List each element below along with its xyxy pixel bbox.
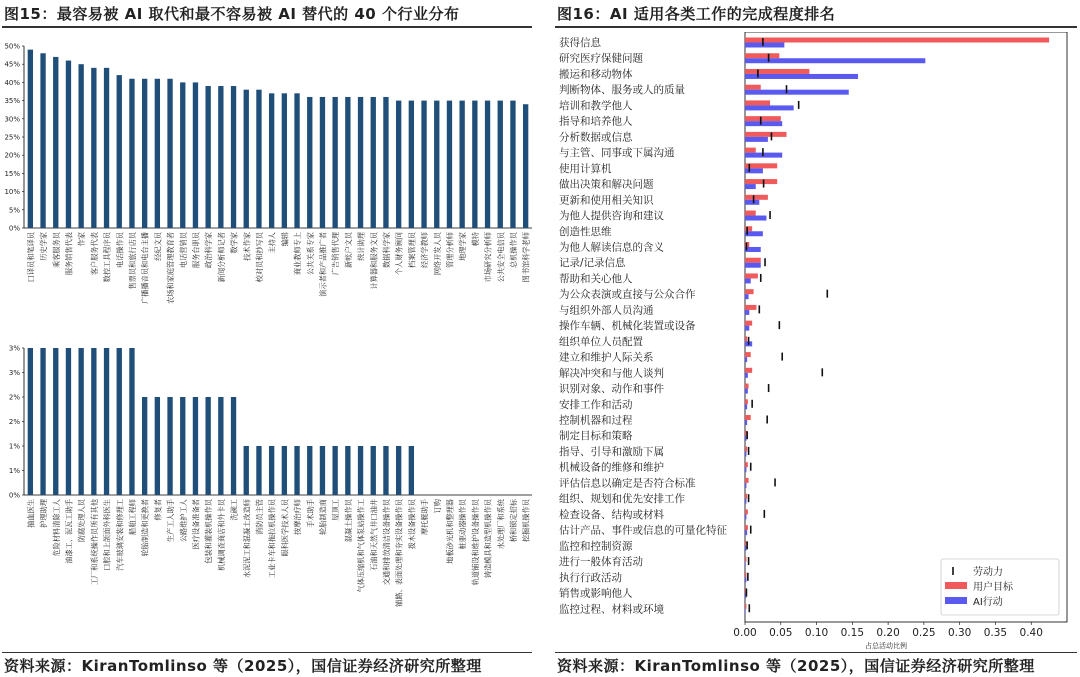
hchart-xtick-label: 0.25 xyxy=(912,627,936,639)
bottom-chart-category-label: 洗碗工 xyxy=(229,499,239,521)
hchart-category-label: 研究医疗保健问题 xyxy=(559,52,643,65)
left-source-rule xyxy=(2,652,532,653)
hchart-category-label: 制定目标和策略 xyxy=(559,430,633,443)
top-chart-bar xyxy=(523,104,528,228)
hchart-category-label: 为公众表演或直接与公众合作 xyxy=(559,288,696,301)
hchart-xtick-label: 0.30 xyxy=(947,627,972,639)
bottom-chart-category-label: 包装和灌装机操作员 xyxy=(204,499,214,564)
bottom-chart-bar xyxy=(28,348,33,495)
bottom-chart-bar xyxy=(371,446,376,495)
bottom-chart-category-label: 交通和排放清洁设备操作员 xyxy=(381,499,391,586)
top-chart-category-label: 网络开发人员 xyxy=(432,232,442,276)
hchart-bar-user-goal xyxy=(745,384,749,389)
hchart-bar-user-goal xyxy=(745,368,752,373)
hchart-category-label: 安排工作和活动 xyxy=(559,398,633,411)
bottom-chart-bar xyxy=(396,446,401,495)
hchart-bar-user-goal xyxy=(745,604,746,609)
hchart-bar-user-goal xyxy=(745,336,747,341)
hchart-bar-ai-action xyxy=(745,530,747,535)
hchart-bar-ai-action xyxy=(745,467,746,472)
hchart-category-label: 指导和培养他人 xyxy=(559,115,633,128)
hchart-bar-ai-action xyxy=(745,294,749,299)
bottom-chart-category-label: 修复者 xyxy=(153,499,163,521)
bottom-chart-category-label: 桥和锁定招标 xyxy=(508,499,518,543)
top-chart-category-label: 主持人 xyxy=(267,232,277,254)
top-chart-category-label: 服务台职员 xyxy=(191,232,201,268)
top-chart-ytick-label: 45% xyxy=(4,60,20,69)
activity-hbar-chart xyxy=(555,32,1077,650)
bottom-chart-category-label: 水处理厂和系统 xyxy=(496,499,506,550)
bottom-chart-category-label: 水泥泥工和混凝土改造师 xyxy=(242,499,252,579)
bottom-chart-category-label: 铺路、表面处理和夯实设备操作员 xyxy=(394,499,404,607)
top-chart-category-label: 广告销售代理 xyxy=(331,232,341,276)
hchart-bar-ai-action xyxy=(745,546,746,551)
hchart-bar-user-goal xyxy=(745,509,748,514)
top-chart-category-label: 农场和家庭管理教育者 xyxy=(166,232,176,304)
top-chart-category-label: 统计助理 xyxy=(356,232,366,261)
bottom-chart-bar xyxy=(383,446,388,495)
top-chart-ytick-label: 30% xyxy=(4,115,20,124)
hchart-bar-ai-action xyxy=(745,404,747,409)
hchart-bar-user-goal xyxy=(745,494,747,499)
bottom-chart-bar xyxy=(282,446,287,495)
hchart-category-label: 进行一般体育活动 xyxy=(559,556,643,569)
bottom-chart-category-label: 危险材料清除工人 xyxy=(51,499,61,557)
top-chart-bar xyxy=(510,101,515,228)
top-chart-bar xyxy=(218,86,223,228)
top-chart-category-label: 广播播音员和电台主播 xyxy=(140,232,150,304)
top-chart-category-label: 服务销售代表 xyxy=(64,232,74,276)
top-chart-bar xyxy=(421,101,426,228)
top-chart-bar xyxy=(447,101,452,228)
top-chart-category-label: 数据科学家 xyxy=(381,232,391,268)
bottom-chart-category-label: 船舶工程师 xyxy=(127,499,137,535)
hchart-bar-ai-action xyxy=(745,357,747,362)
top-bar-chart xyxy=(2,32,534,330)
bottom-chart-category-label: 地板砂光机和整理器 xyxy=(445,499,455,564)
hchart-bar-ai-action xyxy=(745,74,858,79)
bottom-chart-bar xyxy=(307,446,312,495)
bottom-chart-category-label: 手术助手 xyxy=(305,499,315,528)
top-chart-bar xyxy=(409,101,414,228)
bottom-chart-category-label: 眼科医学技术人员 xyxy=(280,499,290,557)
top-chart-ytick-label: 40% xyxy=(4,78,20,87)
top-chart-ytick-label: 10% xyxy=(4,188,20,197)
hchart-category-label: 使用计算机 xyxy=(559,162,612,175)
bottom-chart-category-label: 铸造模具和造型机操作员 xyxy=(483,499,493,579)
hchart-category-label: 识别对象、动作和事件 xyxy=(559,383,664,396)
hchart-category-label: 评估信息以确定是否符合标准 xyxy=(559,477,696,490)
hchart-category-label: 控制机器和过程 xyxy=(559,414,633,427)
bottom-chart-category-label: 机械调查商店和外卡员 xyxy=(216,499,226,571)
top-chart-bar xyxy=(91,68,96,228)
top-chart-bar xyxy=(142,79,147,228)
bottom-chart-category-label: 抽血医生 xyxy=(26,499,36,528)
top-chart-bar xyxy=(28,50,33,228)
left-title-rule xyxy=(2,26,532,28)
top-chart-category-label: 总机操作员 xyxy=(508,232,518,268)
hchart-bar-user-goal xyxy=(745,273,758,278)
hchart-bar-user-goal xyxy=(745,53,779,58)
top-chart-bar xyxy=(231,86,236,228)
bottom-chart-ytick-label: 2% xyxy=(8,393,20,402)
hchart-xaxis-label: 占总活动比例 xyxy=(865,642,907,650)
bottom-chart-bar xyxy=(256,446,261,495)
top-chart-bar xyxy=(66,61,71,228)
hchart-category-label: 与主管、同事或下属沟通 xyxy=(559,147,675,160)
top-chart-category-label: 公共安全电信员 xyxy=(496,232,506,283)
hchart-category-label: 与组织外部人员沟通 xyxy=(559,304,654,317)
bottom-chart-bar xyxy=(294,446,299,495)
hchart-category-label: 机械设备的维修和维护 xyxy=(559,461,664,474)
bottom-chart-category-label: 油漆工、泥瓦工助手 xyxy=(64,499,74,564)
hchart-bar-ai-action xyxy=(745,43,784,48)
hchart-category-label: 帮助和关心他人 xyxy=(559,272,633,285)
hchart-bar-user-goal xyxy=(745,352,751,357)
hchart-bar-ai-action xyxy=(745,326,749,331)
top-chart-bar xyxy=(244,90,249,228)
top-chart-category-label: 新闻分析师记者 xyxy=(216,232,226,283)
bottom-chart-bar xyxy=(205,397,210,495)
hchart-bar-user-goal xyxy=(745,85,761,90)
top-chart-bar xyxy=(40,53,45,228)
top-chart-category-label: 电话操作员 xyxy=(115,232,125,268)
hchart-bar-user-goal xyxy=(745,211,756,216)
hchart-bar-user-goal xyxy=(745,100,770,105)
bottom-chart-bar xyxy=(91,348,96,495)
hchart-bar-ai-action xyxy=(745,58,925,63)
hchart-bar-ai-action xyxy=(745,90,849,95)
top-chart-bar xyxy=(332,97,337,228)
bottom-chart-category-label: 摩托艇助手 xyxy=(420,499,430,535)
top-chart-bar xyxy=(269,93,274,228)
hchart-category-label: 解决冲突和与他人谈判 xyxy=(559,367,664,380)
top-chart-category-label: 图书馆科学老师 xyxy=(521,232,531,283)
hchart-bar-ai-action xyxy=(745,247,761,252)
hchart-category-label: 创造性思维 xyxy=(559,225,612,238)
top-chart-ytick-label: 5% xyxy=(8,206,20,215)
hchart-category-label: 培训和教学他人 xyxy=(559,99,633,112)
hchart-xtick-label: 0.15 xyxy=(840,627,865,639)
bottom-chart-bar xyxy=(40,348,45,495)
hchart-bar-ai-action xyxy=(745,514,746,519)
hchart-xtick-label: 0.40 xyxy=(1019,627,1043,639)
top-chart-ytick-label: 15% xyxy=(4,169,20,178)
top-chart-category-label: 校对员和抄写员 xyxy=(254,232,264,283)
hchart-category-label: 检查设备、结构或材料 xyxy=(559,508,664,521)
top-chart-bar xyxy=(294,93,299,228)
hchart-category-label: 建立和维护人际关系 xyxy=(559,351,654,364)
top-chart-category-label: 售票员和旅行店员 xyxy=(127,232,137,290)
top-chart-bar xyxy=(358,97,363,228)
bottom-chart-bar xyxy=(180,397,185,495)
hchart-bar-ai-action xyxy=(745,216,766,221)
top-chart-category-label: 数学家 xyxy=(229,231,239,254)
hchart-category-label: 销售或影响他人 xyxy=(559,587,633,600)
top-chart-bar xyxy=(104,68,109,228)
bottom-chart-ytick-label: 0% xyxy=(8,491,20,500)
hchart-bar-ai-action xyxy=(745,436,746,441)
top-chart-ytick-label: 35% xyxy=(4,97,20,106)
bottom-chart-bar xyxy=(320,446,325,495)
hchart-bar-user-goal xyxy=(745,305,756,310)
bottom-chart-category-label: 汽车玻璃安装和修理工 xyxy=(115,499,125,571)
top-chart-ytick-label: 50% xyxy=(4,42,20,51)
bottom-chart-bar xyxy=(53,348,58,495)
hchart-category-label: 做出决策和解决问题 xyxy=(559,178,654,191)
bottom-chart-category-label: 混凝土操作员 xyxy=(343,499,353,543)
hchart-bar-ai-action xyxy=(745,609,746,614)
hchart-xtick-label: 0.35 xyxy=(983,627,1008,639)
top-chart-category-label: 作家 xyxy=(77,232,87,247)
bottom-chart-bar xyxy=(345,446,350,495)
top-chart-ytick-label: 25% xyxy=(4,133,20,142)
top-chart-bar xyxy=(307,97,312,228)
bottom-chart-bar xyxy=(117,348,122,495)
bottom-chart-category-label: 石油和天然气井口油井 xyxy=(369,499,379,571)
hchart-bar-user-goal xyxy=(745,321,752,326)
bottom-chart-category-label: 气体压缩机和气体泵站操作工 xyxy=(356,499,366,593)
hchart-bar-user-goal xyxy=(745,557,746,562)
hchart-legend-ai-swatch xyxy=(945,597,967,604)
bottom-chart-category-label: 护理助理 xyxy=(39,499,49,528)
bottom-chart-bar xyxy=(129,348,134,495)
top-chart-category-label: 商业教师专上 xyxy=(293,232,303,276)
top-chart-bar xyxy=(256,90,261,228)
hchart-category-label: 操作车辆、机械化装置或设备 xyxy=(559,320,696,333)
hchart-bar-ai-action xyxy=(745,499,746,504)
top-chart-bar xyxy=(193,82,198,228)
hchart-bar-user-goal xyxy=(745,399,748,404)
hchart-bar-user-goal xyxy=(745,478,749,483)
top-chart-bar xyxy=(472,101,477,228)
top-chart-bar xyxy=(498,101,503,228)
top-chart-category-label: 历史学家 xyxy=(39,232,49,261)
bottom-chart-category-label: 轨道铺设和维护设备操作员 xyxy=(470,498,480,586)
top-chart-category-label: 市场研究分析师 xyxy=(483,232,493,283)
bottom-chart-category-label: 防腐处理人员 xyxy=(77,499,87,543)
top-chart-category-label: 经济学教师 xyxy=(420,232,430,268)
top-chart-bar xyxy=(53,57,58,228)
hchart-bar-ai-action xyxy=(745,184,756,189)
hchart-bar-ai-action xyxy=(745,577,746,582)
hchart-category-label: 为他人解读信息的含义 xyxy=(559,241,664,254)
top-chart-bar xyxy=(383,97,388,228)
hchart-bar-user-goal xyxy=(745,132,787,137)
hchart-bar-user-goal xyxy=(745,446,747,451)
bottom-chart-bar xyxy=(142,397,147,495)
bottom-chart-bar xyxy=(155,397,160,495)
hchart-bar-ai-action xyxy=(745,451,746,456)
hchart-bar-user-goal xyxy=(745,572,746,577)
hchart-bar-ai-action xyxy=(745,562,746,567)
hchart-bar-ai-action xyxy=(745,420,747,425)
hchart-category-label: 估计产品、事件或信息的可量化特征 xyxy=(559,524,727,537)
hchart-legend-ai-label: AI行动 xyxy=(973,597,1003,608)
bottom-chart-category-label: 公路维护工人 xyxy=(178,499,188,543)
bottom-chart-bar xyxy=(231,397,236,495)
bottom-chart-category-label: 消防员主管 xyxy=(254,499,264,535)
hchart-category-label: 组织单位人员配置 xyxy=(559,335,643,348)
hchart-xtick-label: 0.10 xyxy=(804,627,829,639)
top-chart-bar xyxy=(345,97,350,228)
bottom-chart-category-label: 挖掘机操作员 xyxy=(521,499,531,543)
top-chart-category-label: 经纪文员 xyxy=(153,232,163,261)
hchart-bar-ai-action xyxy=(745,200,759,205)
bottom-chart-bar xyxy=(218,397,223,495)
hchart-category-label: 判断物体、服务或人的质量 xyxy=(559,84,685,97)
bottom-chart-ytick-label: 1% xyxy=(8,467,20,475)
top-chart-bar xyxy=(282,93,287,228)
top-chart-category-label: 乘客服务员 xyxy=(51,232,61,268)
top-chart-bar xyxy=(180,82,185,228)
top-chart-category-label: 数控工具程序员 xyxy=(102,232,112,283)
hchart-bar-ai-action xyxy=(745,483,746,488)
top-chart-bar xyxy=(396,101,401,228)
right-title-rule xyxy=(555,26,1077,28)
top-chart-bar xyxy=(485,101,490,228)
top-chart-ytick-label: 0% xyxy=(8,224,20,233)
bottom-chart-bar xyxy=(104,348,109,495)
bottom-chart-category-label: 轮胎制造商 xyxy=(318,499,328,535)
right-source: 资料来源：KiranTomlinso 等（2025），国信证券经济研究所整理 xyxy=(557,657,1035,675)
bottom-chart-bar xyxy=(167,397,172,495)
bottom-chart-bar xyxy=(193,397,198,495)
hchart-category-label: 执行行政活动 xyxy=(559,571,622,584)
hchart-category-label: 监控和控制资源 xyxy=(559,540,633,553)
hchart-bar-user-goal xyxy=(745,116,781,121)
hchart-bar-user-goal xyxy=(745,541,746,546)
top-chart-bar xyxy=(117,75,122,228)
hchart-xtick-label: 0.00 xyxy=(733,627,757,639)
left-source: 资料来源：KiranTomlinso 等（2025），国信证券经济研究所整理 xyxy=(4,657,482,675)
hchart-bar-user-goal xyxy=(745,38,1049,43)
top-chart-ytick-label: 20% xyxy=(4,151,20,160)
hchart-bar-user-goal xyxy=(745,69,809,74)
top-chart-category-label: 公共关系专家 xyxy=(305,232,315,276)
hchart-category-label: 组织、规划和优先安排工作 xyxy=(559,493,685,506)
hchart-bar-user-goal xyxy=(745,258,761,263)
hchart-bar-user-goal xyxy=(745,148,756,153)
bottom-chart-bar xyxy=(269,446,274,495)
top-chart-bar xyxy=(155,79,160,228)
top-chart-bar xyxy=(78,64,83,228)
bottom-chart-bar xyxy=(66,348,71,495)
bottom-chart-bar xyxy=(358,446,363,495)
hchart-bar-ai-action xyxy=(745,168,763,173)
bottom-chart-bar xyxy=(409,446,414,495)
bottom-chart-category-label: 工厂和系统操作员所有其他 xyxy=(89,499,99,586)
hchart-legend-user-label: 用户目标 xyxy=(973,582,1013,593)
hchart-category-label: 指导、引导和激励下属 xyxy=(559,445,664,458)
bottom-chart-category-label: 工业卡车和拖拉机操作员 xyxy=(267,499,277,579)
left-title: 图15：最容易被 AI 取代和最不容易被 AI 替代的 40 个行业分布 xyxy=(4,5,460,23)
top-chart-bar xyxy=(129,79,134,228)
hchart-category-label: 监控过程、材料或环境 xyxy=(559,603,664,616)
bottom-chart-category-label: 桩驱动器操作员 xyxy=(458,499,468,550)
hchart-bar-user-goal xyxy=(745,415,751,420)
bottom-chart-category-label: 屋顶工 xyxy=(331,499,341,521)
bottom-bar-chart xyxy=(2,338,534,650)
top-chart-category-label: 编辑 xyxy=(280,232,290,247)
bottom-chart-category-label: 轮胎制造和更换者 xyxy=(140,499,150,557)
top-chart-category-label: 计算器和服务文员 xyxy=(369,232,379,290)
hchart-bar-user-goal xyxy=(745,462,748,467)
hchart-bar-ai-action xyxy=(745,310,749,315)
hchart-xtick-label: 0.20 xyxy=(876,627,900,639)
top-chart-category-label: 演示者和产品推广者 xyxy=(318,232,328,297)
top-chart-category-label: 模特 xyxy=(470,232,480,247)
hchart-xtick-label: 0.05 xyxy=(769,627,793,639)
top-chart-category-label: 地理学家 xyxy=(458,232,468,261)
hchart-category-label: 获得信息 xyxy=(559,37,601,49)
bottom-chart-category-label: 订购 xyxy=(432,499,442,514)
hchart-bar-ai-action xyxy=(745,263,761,268)
bottom-chart-category-label: 医疗设备准备者 xyxy=(191,499,201,550)
right-source-rule xyxy=(555,652,1077,653)
hchart-category-label: 记录/记录信息 xyxy=(559,257,626,270)
bottom-chart-ytick-label: 3% xyxy=(8,344,20,353)
top-chart-category-label: 电话营销员 xyxy=(178,232,188,268)
top-chart-bar xyxy=(459,101,464,228)
hchart-bar-ai-action xyxy=(745,278,751,283)
hchart-category-label: 分析数据或信息 xyxy=(559,131,633,144)
hchart-category-label: 搬运和移动物体 xyxy=(559,68,633,81)
hchart-bar-ai-action xyxy=(745,389,748,394)
hchart-frame xyxy=(745,32,1067,622)
hchart-category-label: 更新和使用相关知识 xyxy=(559,194,654,207)
bottom-chart-category-label: 拨木设备操作员 xyxy=(407,499,417,550)
bottom-chart-bar xyxy=(332,446,337,495)
hchart-bar-ai-action xyxy=(745,373,748,378)
bottom-chart-category-label: 生产工人助手 xyxy=(166,499,176,543)
hchart-bar-user-goal xyxy=(745,289,754,294)
bottom-chart-category-label: 口腔和上颌面外科医生 xyxy=(102,499,112,571)
hchart-bar-ai-action xyxy=(745,105,794,110)
right-title: 图16：AI 适用各类工作的完成程度排名 xyxy=(557,5,836,23)
bottom-chart-bar xyxy=(78,348,83,495)
hchart-bar-ai-action xyxy=(745,137,768,142)
bottom-chart-ytick-label: 3% xyxy=(8,369,20,377)
bottom-chart-bar xyxy=(244,446,249,495)
top-chart-category-label: 新帐户文员 xyxy=(343,232,353,268)
top-chart-bar xyxy=(205,86,210,228)
top-chart-category-label: 客户服务代表 xyxy=(89,232,99,276)
hchart-bar-user-goal xyxy=(745,179,777,184)
hchart-bar-user-goal xyxy=(745,195,768,200)
bottom-chart-category-label: 按摩治疗师 xyxy=(293,499,303,535)
bottom-chart-ytick-label: 1% xyxy=(8,442,20,451)
top-chart-category-label: 技术作家 xyxy=(242,232,252,261)
hchart-legend-labor-label: 劳动力 xyxy=(973,567,1003,578)
top-chart-bar xyxy=(371,97,376,228)
top-chart-category-label: 管理分析师 xyxy=(445,232,455,268)
hchart-bar-user-goal xyxy=(745,226,752,231)
top-chart-category-label: 个人财务顾问 xyxy=(394,232,404,276)
hchart-bar-ai-action xyxy=(745,121,782,126)
hchart-bar-user-goal xyxy=(745,525,748,530)
hchart-category-label: 为他人提供咨询和建议 xyxy=(559,210,664,223)
top-chart-category-label: 口译员和笔译员 xyxy=(26,232,36,283)
top-chart-category-label: 档案管理员 xyxy=(407,232,417,268)
top-chart-bar xyxy=(320,97,325,228)
top-chart-category-label: 政治科学家 xyxy=(204,232,214,268)
hchart-legend-user-swatch xyxy=(945,582,967,589)
top-chart-bar xyxy=(434,101,439,228)
bottom-chart-ytick-label: 2% xyxy=(8,418,20,426)
top-chart-bar xyxy=(167,79,172,228)
